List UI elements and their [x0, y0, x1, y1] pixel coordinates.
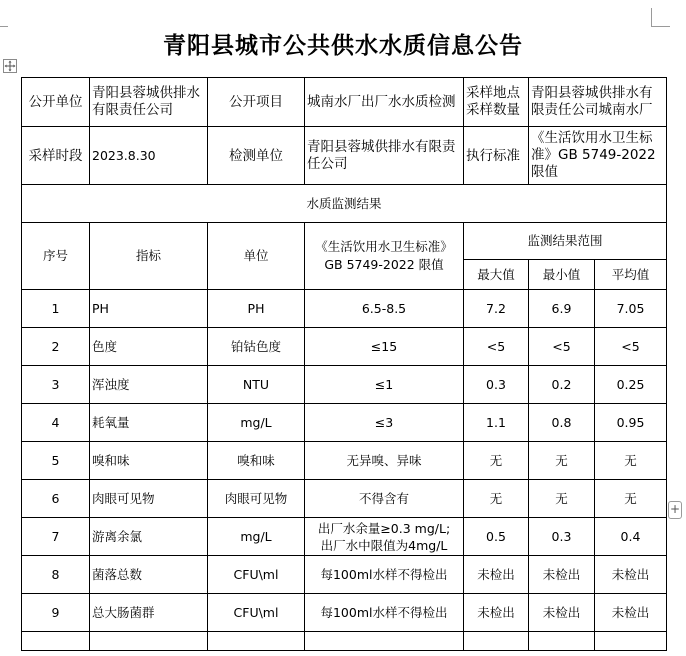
row-min: 0.8	[529, 404, 595, 442]
table-row	[22, 328, 667, 366]
header-no: 序号	[22, 223, 90, 290]
row-no: 2	[22, 328, 90, 366]
row-unit: 嗅和味	[208, 442, 305, 480]
row-unit: mg/L	[208, 404, 305, 442]
row-max: 未检出	[464, 556, 529, 594]
row-min: 无	[529, 442, 595, 480]
table-row	[22, 404, 667, 442]
info-row-1	[22, 78, 667, 127]
page-title: 青阳县城市公共供水水质信息公告	[163, 33, 523, 59]
label-sampling-site: 采样地点采样数量	[464, 78, 529, 127]
header-indicator: 指标	[90, 223, 208, 290]
row-unit: 肉眼可见物	[208, 480, 305, 518]
empty-cell	[208, 632, 305, 651]
row-no: 1	[22, 290, 90, 328]
row-indicator: 浑浊度	[90, 366, 208, 404]
header-range: 监测结果范围	[464, 223, 667, 260]
crop-mark-top-left	[0, 26, 8, 27]
publish-item-value: 城南水厂出厂水水质检测	[305, 78, 464, 127]
header-limit-line2: GB 5749-2022 限值	[324, 257, 444, 272]
table-row-partial	[22, 632, 667, 651]
row-min: 0.3	[529, 518, 595, 556]
row-max: 0.3	[464, 366, 529, 404]
row-indicator: 耗氧量	[90, 404, 208, 442]
row-no: 7	[22, 518, 90, 556]
crop-mark-top-right	[651, 8, 670, 27]
empty-cell	[22, 632, 90, 651]
label-publish-unit: 公开单位	[22, 78, 90, 127]
row-indicator: 总大肠菌群	[90, 594, 208, 632]
header-row-1	[22, 223, 667, 260]
row-max: 1.1	[464, 404, 529, 442]
row-min: 6.9	[529, 290, 595, 328]
header-avg: 平均值	[595, 260, 667, 290]
row-unit: NTU	[208, 366, 305, 404]
row-min: 0.2	[529, 366, 595, 404]
publish-unit-value: 青阳县蓉城供排水有限责任公司	[90, 78, 208, 127]
header-unit: 单位	[208, 223, 305, 290]
row-avg: 无	[595, 480, 667, 518]
row-limit-line1: 出厂水余量≥0.3 mg/L;	[317, 520, 451, 536]
row-limit: ≤15	[305, 328, 464, 366]
standard-value: 《生活饮用水卫生标准》GB 5749-2022 限值	[529, 127, 667, 185]
section-title-row	[22, 185, 667, 223]
row-min: 未检出	[529, 594, 595, 632]
table-row	[22, 518, 667, 556]
row-indicator: 肉眼可见物	[90, 480, 208, 518]
row-limit: 每100ml水样不得检出	[305, 556, 464, 594]
header-max: 最大值	[464, 260, 529, 290]
row-max: 无	[464, 442, 529, 480]
row-min: <5	[529, 328, 595, 366]
row-unit: CFU\ml	[208, 594, 305, 632]
row-no: 5	[22, 442, 90, 480]
row-indicator: PH	[90, 290, 208, 328]
row-unit: CFU\ml	[208, 556, 305, 594]
label-publish-item: 公开项目	[208, 78, 305, 127]
header-limit-line1: 《生活饮用水卫生标准》	[315, 239, 453, 254]
row-unit: 铂钴色度	[208, 328, 305, 366]
label-testing-unit: 检测单位	[208, 127, 305, 185]
row-no: 4	[22, 404, 90, 442]
row-max: <5	[464, 328, 529, 366]
table-row	[22, 480, 667, 518]
empty-cell	[595, 632, 667, 651]
row-min: 无	[529, 480, 595, 518]
row-limit: 6.5-8.5	[305, 290, 464, 328]
water-quality-table	[21, 77, 667, 651]
row-avg: 未检出	[595, 556, 667, 594]
row-avg: 0.95	[595, 404, 667, 442]
row-limit: ≤1	[305, 366, 464, 404]
empty-cell	[90, 632, 208, 651]
row-avg: 7.05	[595, 290, 667, 328]
header-min: 最小值	[529, 260, 595, 290]
row-no: 9	[22, 594, 90, 632]
row-avg: 无	[595, 442, 667, 480]
row-max: 7.2	[464, 290, 529, 328]
row-no: 8	[22, 556, 90, 594]
row-avg: 未检出	[595, 594, 667, 632]
row-limit: ≤3	[305, 404, 464, 442]
row-indicator: 菌落总数	[90, 556, 208, 594]
table-row	[22, 556, 667, 594]
row-no: 3	[22, 366, 90, 404]
row-min: 未检出	[529, 556, 595, 594]
sampling-time-value: 2023.8.30	[90, 127, 208, 185]
info-row-2	[22, 127, 667, 185]
row-avg: <5	[595, 328, 667, 366]
row-avg: 0.4	[595, 518, 667, 556]
row-limit: 每100ml水样不得检出	[305, 594, 464, 632]
row-indicator: 色度	[90, 328, 208, 366]
row-avg: 0.25	[595, 366, 667, 404]
row-unit: PH	[208, 290, 305, 328]
empty-cell	[464, 632, 529, 651]
empty-cell	[305, 632, 464, 651]
row-limit: 无异嗅、异味	[305, 442, 464, 480]
section-title: 水质监测结果	[22, 185, 667, 223]
row-max: 未检出	[464, 594, 529, 632]
table-row	[22, 290, 667, 328]
row-indicator: 游离余氯	[90, 518, 208, 556]
row-limit-line2: 出厂水中限值为4mg/L	[320, 537, 448, 553]
header-limit	[305, 223, 464, 290]
row-limit	[305, 518, 464, 556]
row-unit: mg/L	[208, 518, 305, 556]
row-max: 0.5	[464, 518, 529, 556]
table-row	[22, 594, 667, 632]
row-max: 无	[464, 480, 529, 518]
table-row	[22, 366, 667, 404]
row-limit: 不得含有	[305, 480, 464, 518]
add-column-plus-icon[interactable]: +	[668, 501, 682, 519]
row-indicator: 嗅和味	[90, 442, 208, 480]
sampling-site-value: 青阳县蓉城供排水有限责任公司城南水厂	[529, 78, 667, 127]
label-sampling-time: 采样时段	[22, 127, 90, 185]
row-no: 6	[22, 480, 90, 518]
empty-cell	[529, 632, 595, 651]
label-standard: 执行标准	[464, 127, 529, 185]
table-row	[22, 442, 667, 480]
testing-unit-value: 青阳县蓉城供排水有限责任公司	[305, 127, 464, 185]
